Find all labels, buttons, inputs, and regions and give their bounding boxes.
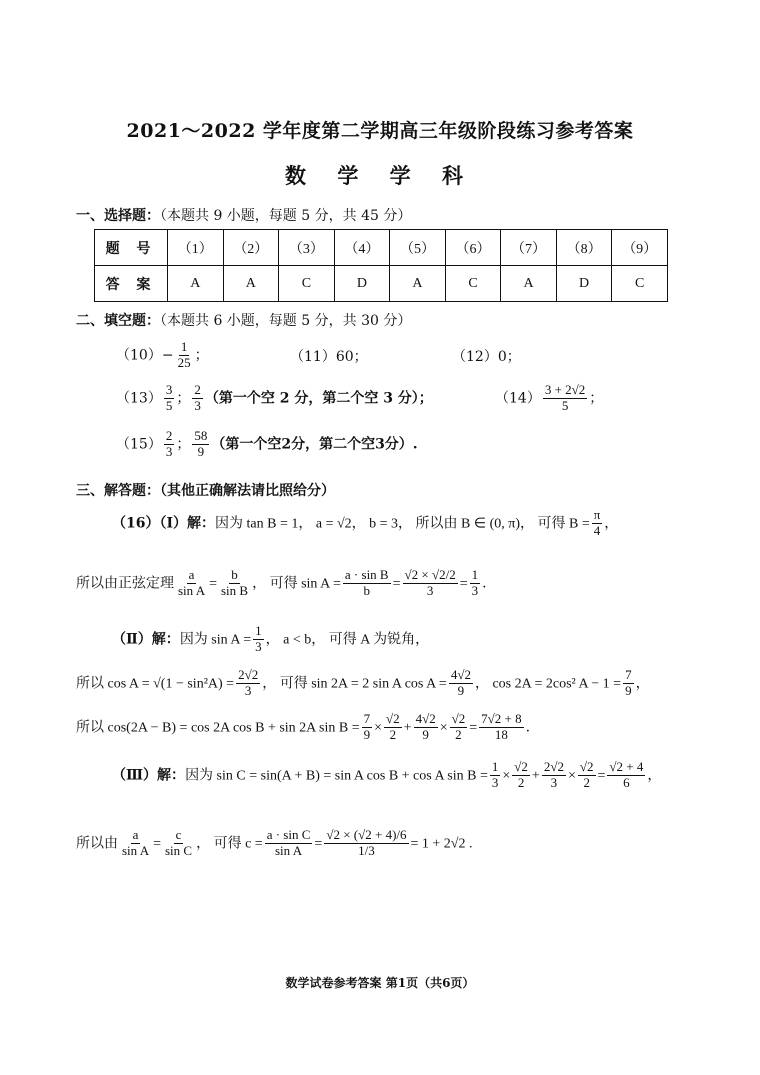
- frac-num: c: [175, 827, 182, 842]
- frac-num: 1: [255, 623, 262, 638]
- frac-num: a · sin C: [266, 827, 311, 842]
- q14-fraction: [543, 383, 587, 414]
- line7-text: 所以由: [76, 835, 118, 852]
- q14-label: （14）: [495, 390, 541, 407]
- answer-cell: C: [445, 266, 501, 302]
- q16-line2: [76, 568, 487, 599]
- line5-eq: =: [469, 720, 478, 736]
- q14-num: 3 + 2√2: [544, 382, 586, 397]
- answer-q13: [116, 383, 433, 414]
- answer-q12: [452, 346, 521, 366]
- frac-den: sin A: [122, 842, 150, 858]
- frac-den: 4: [593, 522, 601, 538]
- q13-label: （13）: [116, 390, 162, 407]
- frac-num: 1: [471, 567, 479, 582]
- answer-q14: [495, 383, 603, 414]
- answer-q10: [116, 340, 209, 371]
- q13-fraction-a: [164, 383, 175, 414]
- q11-value: 60；: [335, 349, 368, 365]
- part2-frac: [253, 624, 264, 655]
- line7-frac3: [265, 828, 313, 859]
- answer-q11: [290, 346, 368, 366]
- q15-note: （第一个空2分，第二个空3分）.: [211, 436, 418, 453]
- frac-den: 18: [494, 726, 508, 742]
- question-cell: （6）: [445, 230, 501, 266]
- frac-den: 2: [583, 774, 590, 790]
- q13-fraction-b: [192, 383, 203, 414]
- q13-b-den: 3: [194, 397, 201, 413]
- q15-a-den: 3: [165, 443, 173, 459]
- frac-num: 7: [363, 711, 371, 726]
- line7-eq: =: [153, 836, 161, 852]
- part3-frac2: [512, 760, 530, 791]
- q16-part1-text: 因为 tan B = 1， a = √2， b = 3， 所以由 B ∈ (0, π)， 可得 B =: [215, 516, 590, 532]
- frac-den: sin B: [221, 582, 249, 598]
- line4-mid1: ， 可得 sin 2A = 2 sin A cos A =: [262, 676, 447, 692]
- answer-cell: C: [279, 266, 335, 302]
- part2-text: 因为 sin A =: [179, 632, 252, 648]
- frac-den: 1/3: [358, 842, 375, 858]
- q16-part1-end: ，: [604, 515, 619, 532]
- q16-part1: [112, 508, 618, 539]
- q11-label: （11）: [290, 349, 336, 365]
- part3-frac3: [542, 760, 566, 791]
- question-cell: （4）: [334, 230, 390, 266]
- answer-cell: D: [334, 266, 390, 302]
- q16-line7: [76, 828, 473, 859]
- line5-frac3: [414, 712, 438, 743]
- frac-num: √2: [451, 711, 466, 726]
- answer-header: 答 案: [95, 266, 168, 302]
- frac-num: 4√2: [450, 667, 471, 682]
- line2-eq: =: [209, 576, 217, 592]
- frac-num: 7: [625, 667, 632, 682]
- line7-frac4: [324, 828, 408, 859]
- question-cell: （5）: [390, 230, 446, 266]
- q13-note: （第一个空 2 分，第二个空 3 分）；: [204, 390, 433, 407]
- q16-part3: [112, 760, 661, 791]
- q12-value: 0；: [497, 349, 521, 365]
- q15-b-den: 9: [197, 443, 205, 459]
- frac-num: π: [593, 507, 601, 522]
- section3-label: 三、解答题：（其他正确解法请比照给分）: [76, 483, 335, 499]
- frac-den: 3: [255, 638, 262, 654]
- line7-eq2: =: [314, 836, 323, 852]
- frac-den: 3: [244, 682, 252, 698]
- frac-den: 9: [625, 682, 632, 698]
- frac-den: 6: [623, 774, 630, 790]
- part3-text: 因为 sin C = sin(A + B) = sin A cos B + cos A sin B =: [185, 768, 488, 784]
- line2-frac2: [219, 568, 250, 599]
- section1-heading: [76, 205, 411, 225]
- q13-b-num: 2: [194, 382, 201, 397]
- question-row: [95, 230, 668, 266]
- line2-frac5: [470, 568, 481, 599]
- answer-cell: A: [390, 266, 446, 302]
- frac-num: a · sin B: [344, 567, 389, 582]
- answer-table: [94, 229, 668, 302]
- frac-den: 9: [363, 726, 371, 742]
- q13-sep: ；: [176, 390, 191, 407]
- line5-end: .: [525, 719, 531, 736]
- part2-rest: ， a < b， 可得 A 为锐角，: [265, 632, 430, 648]
- part3-times1: ×: [502, 768, 511, 784]
- frac-den: 3: [426, 582, 434, 598]
- line5-frac5: [479, 712, 523, 743]
- frac-den: sin A: [178, 582, 206, 598]
- frac-den: 2: [389, 726, 397, 742]
- question-cell: （1）: [168, 230, 224, 266]
- answer-cell: D: [556, 266, 612, 302]
- part3-frac1: [490, 760, 501, 791]
- line2-text: 所以由正弦定理: [76, 575, 174, 592]
- section2-note: （本题共 6 小题，每题 5 分，共 30 分）: [160, 313, 412, 329]
- q15-b-num: 58: [194, 428, 208, 443]
- page-title: 2021～2022 学年度第二学期高三年级阶段练习参考答案: [126, 120, 634, 142]
- frac-den: 3: [491, 774, 499, 790]
- q15-sep: ；: [176, 436, 191, 453]
- section1-label: 一、选择题：: [76, 208, 160, 224]
- q14-den: 5: [561, 397, 569, 413]
- section1-note: （本题共 9 小题，每题 5 分，共 45 分）: [160, 208, 412, 224]
- frac-num: 2√2: [543, 759, 564, 774]
- question-header: 题 号: [95, 230, 168, 266]
- frac-num: √2 + 4: [609, 759, 644, 774]
- line7-frac2: [163, 828, 194, 859]
- line4-frac2: [449, 668, 473, 699]
- question-cell: （3）: [279, 230, 335, 266]
- line5-frac1: [362, 712, 373, 743]
- q10-den: 25: [177, 354, 191, 370]
- frac-num: 2√2: [238, 667, 259, 682]
- q16-part1-frac: [592, 508, 603, 539]
- frac-den: 9: [457, 682, 465, 698]
- frac-den: sin C: [165, 842, 193, 858]
- q10-num: 1: [180, 339, 188, 354]
- q13-a-den: 5: [165, 397, 173, 413]
- answer-cell: C: [612, 266, 668, 302]
- line2-mid: ， 可得 sin A =: [252, 576, 341, 592]
- frac-num: 1: [491, 759, 499, 774]
- line7-end: = 1 + 2√2 .: [410, 836, 473, 852]
- frac-num: a: [132, 827, 139, 842]
- frac-num: √2: [579, 759, 594, 774]
- frac-num: b: [231, 567, 238, 582]
- part3-times2: ×: [567, 768, 576, 784]
- q15-label: （15）: [116, 436, 162, 453]
- q15-a-num: 2: [165, 428, 173, 443]
- q16-part1-label: （16）（Ⅰ）解：: [112, 515, 216, 532]
- frac-num: a: [188, 567, 195, 582]
- answer-q15: [116, 429, 418, 460]
- part3-label: （Ⅲ）解：: [112, 767, 186, 784]
- frac-den: sin A: [275, 842, 303, 858]
- frac-den: 2: [517, 774, 525, 790]
- frac-den: 3: [471, 582, 479, 598]
- answer-row: [95, 266, 668, 302]
- line5-text: 所以 cos(2A − B) = cos 2A cos B + sin 2A sin B =: [76, 720, 360, 736]
- part2-label: （Ⅱ）解：: [112, 631, 180, 648]
- frac-num: √2 × (√2 + 4)/6: [326, 827, 407, 842]
- q16-part2: [112, 624, 429, 655]
- q16-line4: [76, 668, 650, 699]
- line2-eq2: =: [392, 576, 401, 592]
- page-footer: 数学试卷参考答案 第1页（共6页）: [285, 976, 475, 990]
- answer-cell: A: [223, 266, 279, 302]
- section2-heading: [76, 310, 411, 330]
- part3-frac5: [607, 760, 645, 791]
- line5-plus: +: [403, 720, 412, 736]
- question-cell: （7）: [501, 230, 557, 266]
- q10-label: （10）: [116, 347, 162, 364]
- question-cell: （9）: [612, 230, 668, 266]
- q12-label: （12）: [452, 349, 498, 365]
- line2-end: .: [482, 575, 487, 592]
- line5-times: ×: [374, 720, 383, 736]
- frac-den: 2: [455, 726, 462, 742]
- line4-end: ，: [635, 675, 650, 692]
- line5-times2: ×: [439, 720, 448, 736]
- line4-mid2: ， cos 2A = 2cos² A − 1 =: [474, 676, 622, 692]
- line4-frac3: [623, 668, 634, 699]
- line7-mid: ， 可得 c =: [196, 836, 263, 852]
- question-cell: （8）: [556, 230, 612, 266]
- answer-cell: A: [501, 266, 557, 302]
- q15-fraction-b: [192, 429, 209, 460]
- q15-fraction-a: [164, 429, 175, 460]
- line4-text: 所以 cos A = √(1 − sin²A) =: [76, 676, 235, 692]
- frac-num: √2: [514, 759, 528, 774]
- frac-num: 7√2 + 8: [481, 711, 522, 726]
- q10-sign: −: [161, 347, 174, 364]
- section3-heading: [76, 480, 335, 500]
- section2-label: 二、填空题：: [76, 313, 160, 329]
- line5-frac2: [384, 712, 402, 743]
- frac-den: b: [363, 582, 370, 598]
- q14-end: ；: [589, 390, 604, 407]
- q13-a-num: 3: [165, 382, 173, 397]
- frac-num: √2 × √2/2: [404, 567, 456, 582]
- line4-frac1: [236, 668, 260, 699]
- part3-frac4: [578, 760, 596, 791]
- line2-frac4: [403, 568, 458, 599]
- part3-end: ，: [647, 767, 662, 784]
- q10-fraction: [176, 340, 193, 371]
- part3-plus: +: [531, 768, 540, 784]
- part3-eq: =: [597, 768, 606, 784]
- q10-end: ；: [194, 347, 209, 364]
- line2-eq3: =: [459, 576, 468, 592]
- question-cell: （2）: [223, 230, 279, 266]
- line7-frac1: [120, 828, 151, 859]
- q16-line5: [76, 712, 530, 743]
- subject-title: 数 学 学 科: [285, 163, 475, 188]
- frac-num: 4√2: [415, 711, 436, 726]
- line2-frac1: [176, 568, 207, 599]
- frac-den: 3: [550, 774, 558, 790]
- frac-num: √2: [386, 711, 400, 726]
- answer-cell: A: [168, 266, 224, 302]
- line5-frac4: [450, 712, 468, 743]
- frac-den: 9: [422, 726, 429, 742]
- line2-frac3: [343, 568, 391, 599]
